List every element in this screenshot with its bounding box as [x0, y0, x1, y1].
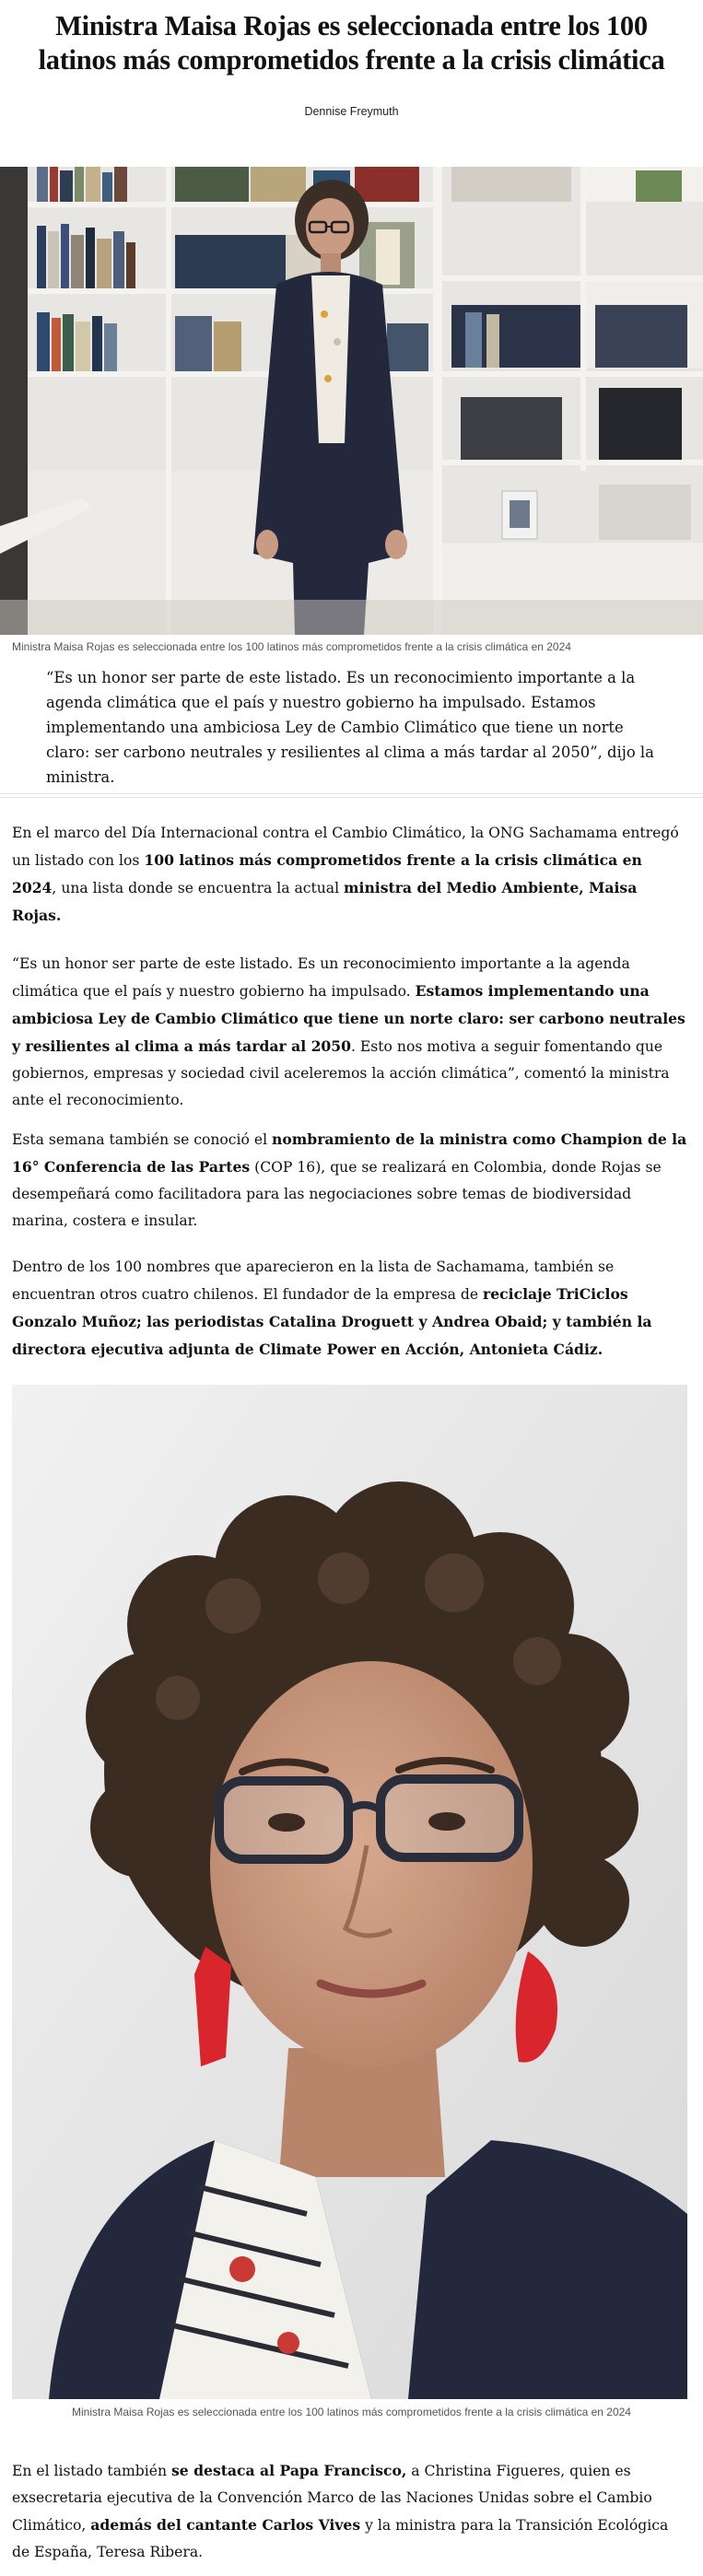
- hero-photo: [0, 167, 703, 635]
- highlight-100-latinos: 100 latinos más comprometidos frente a la crisis climática en 2024: [12, 851, 642, 896]
- highlight-chilenos: reciclaje TriCiclos Gonzalo Muñoz; las periodistas Catalina Droguett y Andrea Obaid; y también la directora ejecutiva adjunta de Climate Power en Acción, Antonieta Cádiz.: [12, 1285, 652, 1358]
- paragraph-2: “Es un honor ser parte de este listado. Es un reconocimiento importante a la agenda climática que el país y nuestro gobierno ha impulsado. Estamos implementando una ambiciosa Ley de Cambio Climático que tiene un norte claro: ser carbono neutrales y resilientes al clima a más tardar al 2050. Esto nos motiva a seguir fomentando que gobiernos, empresas y sociedad civil aceleremos la acción climática”, comentó la ministra ante el reconocimiento.: [12, 955, 685, 1108]
- section-divider: [0, 793, 703, 798]
- author-byline: Dennise Freymuth: [304, 105, 399, 118]
- highlight-carlos-vives: además del cantante Carlos Vives: [90, 2516, 361, 2534]
- paragraph-1: En el marco del Día Internacional contra el Cambio Climático, la ONG Sachamama entregó un listado con los 100 latinos más comprometidos frente a la crisis climática en 2024, una lista donde se encuentra la actual ministra del Medio Ambiente, Maisa Rojas.: [12, 825, 679, 924]
- paragraph-3: Esta semana también se conoció el nombramiento de la ministra como Champion de la 16° Conferencia de las Partes (COP 16), que se realizará en Colombia, donde Rojas se desempeñará como facilitadora para las negociaciones sobre temas de biodiversidad marina, costera e insular.: [12, 1130, 687, 1229]
- hero-photo-caption: Ministra Maisa Rojas es seleccionada entre los 100 latinos más comprometidos frente a la crisis climática en 2024: [12, 640, 571, 653]
- portrait-photo-illustration: [12, 1385, 687, 2399]
- highlight-papa-francisco: se destaca al Papa Francisco,: [170, 2462, 407, 2479]
- portrait-photo-caption: Ministra Maisa Rojas es seleccionada entre los 100 latinos más comprometidos frente a la crisis climática en 2024: [72, 2406, 631, 2418]
- paragraph-4: Dentro de los 100 nombres que aparecieron en la lista de Sachamama, también se encuentran otros cuatro chilenos. El fundador de la empresa de reciclaje TriCiclos Gonzalo Muñoz; las periodistas Catalina Droguett y Andrea Obaid; y también la directora ejecutiva adjunta de Climate Power en Acción, Antonieta Cádiz.: [12, 1259, 652, 1358]
- hero-photo-illustration: [0, 167, 703, 635]
- article-headline: Ministra Maisa Rojas es seleccionada entre los 100 latinos más comprometidos frente a la crisis climática: [38, 10, 665, 76]
- highlight-ley-cambio-climatico: Estamos implementando una ambiciosa Ley de Cambio Climático que tiene un norte claro: ser carbono neutrales y resilientes al clima a más tardar al 2050: [12, 982, 685, 1055]
- highlight-champion-cop: nombramiento de la ministra como Champion de la 16° Conferencia de las Partes: [12, 1130, 687, 1176]
- paragraph-5: En el listado también se destaca al Papa Francisco, a Christina Figueres, quien es exsecretaria ejecutiva de la Convención Marco de las Naciones Unidas sobre el Cambio Climático, además del cantante Carlos Vives y la ministra para la Transición Ecológica de España, Teresa Ribera.: [12, 2462, 669, 2560]
- highlight-ministra: ministra del Medio Ambiente, Maisa Rojas.: [12, 879, 638, 924]
- portrait-photo: [12, 1385, 687, 2399]
- pull-quote: “Es un honor ser parte de este listado. Es un reconocimiento importante a la agenda climática que el país y nuestro gobierno ha impulsado. Estamos implementando una ambiciosa Ley de Cambio Climático que tiene un norte claro: ser carbono neutrales y resilientes al clima a más tardar al 2050”, dijo la ministra.: [46, 669, 654, 786]
